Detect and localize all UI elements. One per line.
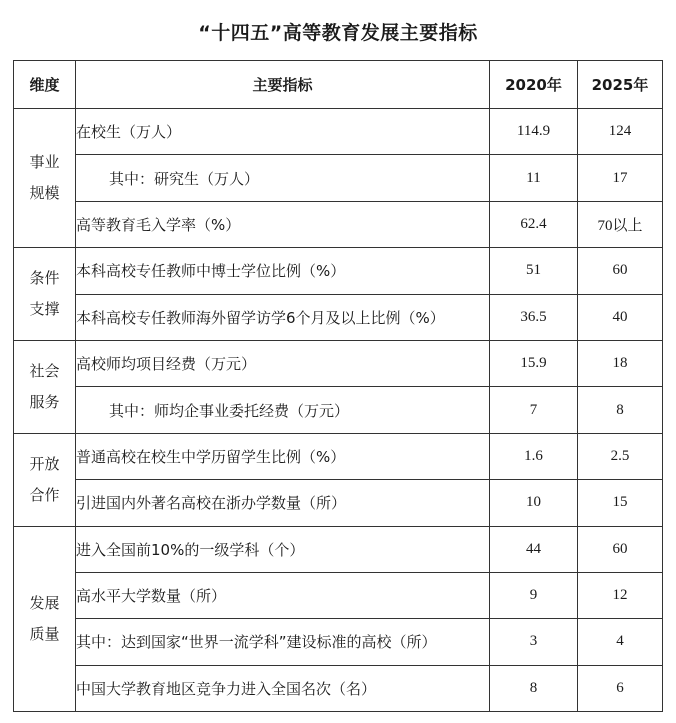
value-2025-cell: 2.5 bbox=[578, 433, 663, 479]
table-row bbox=[14, 340, 663, 386]
value-2020-cell: 9 bbox=[490, 572, 578, 618]
value-2020-cell: 62.4 bbox=[490, 201, 578, 247]
dimension-cell bbox=[14, 433, 76, 526]
table-row bbox=[14, 294, 663, 340]
dimension-label-line: 规模 bbox=[29, 184, 60, 203]
value-2020-cell: 1.6 bbox=[490, 433, 578, 479]
value-2025-cell: 15 bbox=[578, 480, 663, 526]
header-dimension: 维度 bbox=[14, 61, 76, 109]
value-2020-cell: 7 bbox=[490, 387, 578, 433]
indicators-table bbox=[13, 60, 663, 712]
indicator-cell: 其中：师均企事业委托经费（万元） bbox=[76, 387, 490, 433]
indicator-cell: 高水平大学数量（所） bbox=[76, 572, 490, 618]
indicator-cell: 其中：达到国家“世界一流学科”建设标准的高校（所） bbox=[76, 619, 490, 665]
dimension-label-line: 服务 bbox=[29, 392, 60, 411]
table-row bbox=[14, 109, 663, 155]
indicator-cell: 高等教育毛入学率（%） bbox=[76, 201, 490, 247]
dimension-cell bbox=[14, 526, 76, 712]
header-2020: 2020年 bbox=[490, 61, 578, 109]
dimension-cell bbox=[14, 248, 76, 341]
header-row bbox=[14, 61, 663, 109]
value-2020-cell: 3 bbox=[490, 619, 578, 665]
indicator-cell: 其中：研究生（万人） bbox=[76, 155, 490, 201]
dimension-label-line: 社会 bbox=[29, 361, 60, 380]
table-row bbox=[14, 572, 663, 618]
indicator-cell: 本科高校专任教师海外留学访学6个月及以上比例（%） bbox=[76, 294, 490, 340]
value-2025-cell: 70以上 bbox=[578, 201, 663, 247]
value-2025-cell: 60 bbox=[578, 248, 663, 294]
value-2025-cell: 60 bbox=[578, 526, 663, 572]
value-2025-cell: 40 bbox=[578, 294, 663, 340]
dimension-label-line: 发展 bbox=[29, 593, 60, 612]
value-2025-cell: 18 bbox=[578, 340, 663, 386]
table-row bbox=[14, 665, 663, 711]
table-row bbox=[14, 387, 663, 433]
indicator-cell: 进入全国前10%的一级学科（个） bbox=[76, 526, 490, 572]
value-2020-cell: 51 bbox=[490, 248, 578, 294]
value-2025-cell: 12 bbox=[578, 572, 663, 618]
value-2020-cell: 36.5 bbox=[490, 294, 578, 340]
value-2025-cell: 124 bbox=[578, 109, 663, 155]
dimension-label-line: 质量 bbox=[29, 624, 60, 643]
dimension-cell bbox=[14, 109, 76, 248]
header-indicator: 主要指标 bbox=[76, 61, 490, 109]
table-row bbox=[14, 526, 663, 572]
value-2020-cell: 15.9 bbox=[490, 340, 578, 386]
header-2025: 2025年 bbox=[578, 61, 663, 109]
page-title: “十四五”高等教育发展主要指标 bbox=[198, 22, 478, 44]
dimension-label-line: 合作 bbox=[29, 485, 60, 504]
indicator-cell: 高校师均项目经费（万元） bbox=[76, 340, 490, 386]
indicator-cell: 在校生（万人） bbox=[76, 109, 490, 155]
value-2025-cell: 4 bbox=[578, 619, 663, 665]
value-2020-cell: 10 bbox=[490, 480, 578, 526]
indicator-cell: 中国大学教育地区竞争力进入全国名次（名） bbox=[76, 665, 490, 711]
table-row bbox=[14, 480, 663, 526]
dimension-label-line: 开放 bbox=[29, 454, 60, 473]
dimension-cell bbox=[14, 340, 76, 433]
table-body bbox=[14, 109, 663, 712]
table-row bbox=[14, 201, 663, 247]
value-2020-cell: 114.9 bbox=[490, 109, 578, 155]
value-2025-cell: 8 bbox=[578, 387, 663, 433]
dimension-label-line: 条件 bbox=[29, 269, 60, 288]
dimension-label-line: 支撑 bbox=[29, 300, 60, 319]
table-row bbox=[14, 155, 663, 201]
indicator-cell: 本科高校专任教师中博士学位比例（%） bbox=[76, 248, 490, 294]
dimension-label-line: 事业 bbox=[29, 153, 60, 172]
value-2020-cell: 8 bbox=[490, 665, 578, 711]
table-row bbox=[14, 433, 663, 479]
value-2020-cell: 44 bbox=[490, 526, 578, 572]
value-2025-cell: 6 bbox=[578, 665, 663, 711]
indicator-cell: 普通高校在校生中学历留学生比例（%） bbox=[76, 433, 490, 479]
table-row bbox=[14, 619, 663, 665]
value-2020-cell: 11 bbox=[490, 155, 578, 201]
table-row bbox=[14, 248, 663, 294]
indicator-cell: 引进国内外著名高校在浙办学数量（所） bbox=[76, 480, 490, 526]
value-2025-cell: 17 bbox=[578, 155, 663, 201]
